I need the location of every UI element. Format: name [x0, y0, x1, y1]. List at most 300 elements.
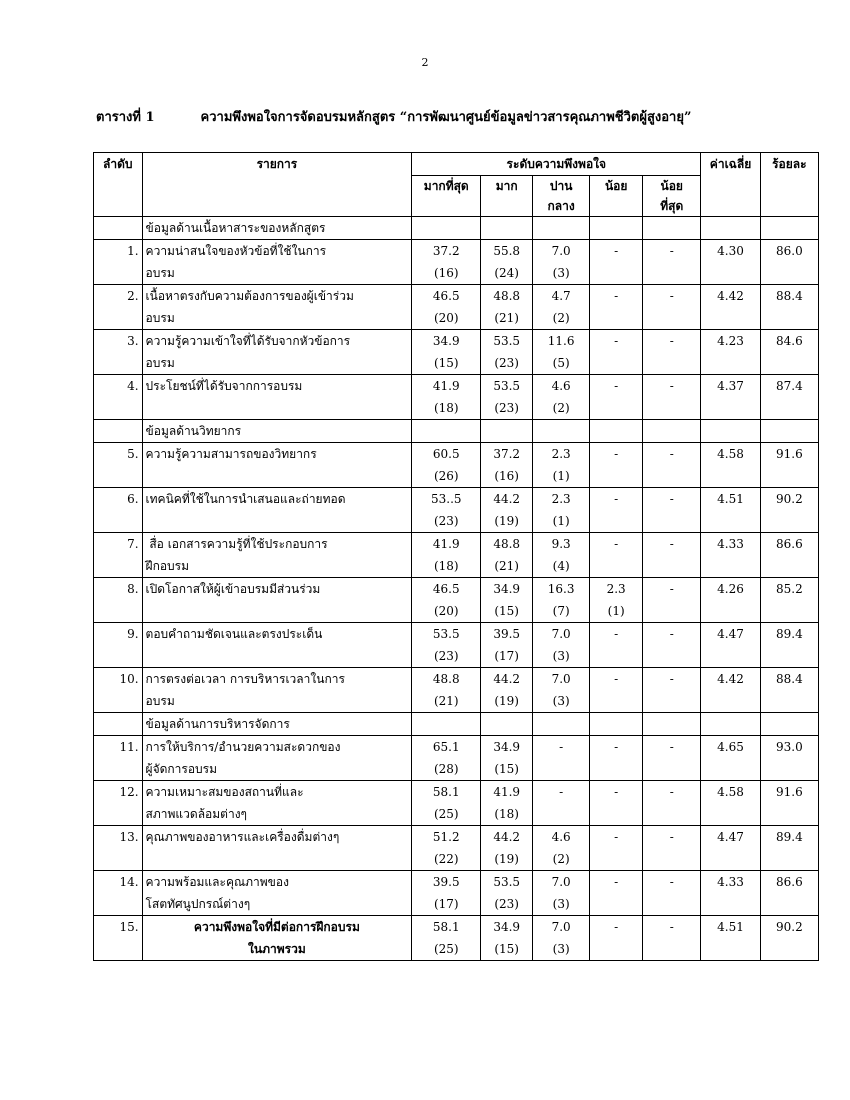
level-percent: 9.3 [551, 537, 571, 551]
level-count: (15) [494, 762, 519, 776]
section-no-cell [94, 217, 143, 240]
level-cell-4 [590, 781, 643, 826]
percent-cell: 84.6 [760, 330, 818, 375]
level-percent: 41.9 [432, 379, 460, 393]
level-cell-4 [590, 285, 643, 330]
level-percent: 44.2 [493, 830, 521, 844]
mean-cell: 4.47 [701, 623, 760, 668]
row-item-line: ความรู้ความสามารถของวิทยากร [145, 447, 317, 461]
mean-cell: 4.47 [701, 826, 760, 871]
mean-cell: 4.58 [701, 781, 760, 826]
level-count: (2) [552, 401, 570, 415]
level-count: (16) [433, 266, 459, 280]
row-item-line: ความเหมาะสมของสถานที่และ [145, 785, 304, 799]
level-cell-1 [412, 781, 481, 826]
level-cell-3 [533, 578, 590, 623]
level-cell-5 [643, 916, 701, 961]
level-percent: - [614, 379, 619, 393]
level-count: (28) [433, 762, 459, 776]
level-count: (23) [494, 897, 519, 911]
row-item-line: ความน่าสนใจของหัวข้อที่ใช้ในการ [145, 244, 327, 258]
row-item-line: ในภาพรวม [248, 942, 306, 956]
level-cell-4 [590, 443, 643, 488]
level-percent: 34.9 [432, 334, 460, 348]
row-item-line: สภาพแวดล้อมต่างๆ [145, 807, 248, 821]
level-percent: - [669, 537, 674, 551]
level-count: (19) [494, 852, 519, 866]
level-percent: - [669, 582, 674, 596]
section-empty-cell [412, 420, 481, 443]
level-percent: 58.1 [432, 920, 460, 934]
level-cell-5 [643, 240, 701, 285]
level-cell-1 [412, 533, 481, 578]
mean-cell: 4.23 [701, 330, 760, 375]
mean-cell: 4.33 [701, 533, 760, 578]
header-no: ลำดับ [94, 153, 143, 217]
section-empty-cell [701, 420, 760, 443]
table-row [94, 736, 819, 781]
table-row [94, 285, 819, 330]
level-cell-4 [590, 916, 643, 961]
section-empty-cell [533, 713, 590, 736]
section-empty-cell [481, 713, 533, 736]
level-percent: 60.5 [432, 447, 460, 461]
level-cell-3 [533, 375, 590, 420]
header-satisfaction-level: ระดับความพึงพอใจ [412, 153, 701, 176]
level-percent: 48.8 [493, 289, 521, 303]
level-percent: - [614, 244, 619, 258]
level-count: (21) [494, 311, 519, 325]
row-number: 6. [94, 488, 143, 533]
level-count: (26) [433, 469, 459, 483]
level-count: (17) [433, 897, 459, 911]
section-empty-cell [533, 217, 590, 240]
percent-cell: 88.4 [760, 285, 818, 330]
level-percent: 39.5 [432, 875, 460, 889]
level-percent: 41.9 [493, 785, 521, 799]
level-percent: - [614, 334, 619, 348]
level-percent: - [614, 289, 619, 303]
row-item-line: อบรม [145, 356, 175, 370]
row-number: 8. [94, 578, 143, 623]
table-row [94, 533, 819, 578]
table-row [94, 240, 819, 285]
section-no-cell [94, 713, 143, 736]
level-percent: 4.6 [551, 379, 571, 393]
row-number: 10. [94, 668, 143, 713]
row-item-line: คุณภาพของอาหารและเครื่องดื่มต่างๆ [145, 830, 340, 844]
row-item [142, 240, 412, 285]
level-cell-5 [643, 488, 701, 533]
table-row [94, 781, 819, 826]
mean-cell: 4.65 [701, 736, 760, 781]
percent-cell: 89.4 [760, 623, 818, 668]
table-row [94, 488, 819, 533]
level-percent: - [669, 830, 674, 844]
level-percent: 41.9 [432, 537, 460, 551]
level-percent: 11.6 [547, 334, 575, 348]
level-percent: 58.1 [432, 785, 460, 799]
row-number: 2. [94, 285, 143, 330]
level-percent: 7.0 [551, 875, 571, 889]
level-count: (25) [433, 942, 459, 956]
level-percent: 34.9 [493, 740, 521, 754]
level-percent: - [614, 447, 619, 461]
level-count: (21) [494, 559, 519, 573]
level-cell-3 [533, 285, 590, 330]
level-cell-5 [643, 781, 701, 826]
level-count: (15) [433, 356, 459, 370]
level-cell-2 [481, 826, 533, 871]
level-count: (2) [552, 852, 570, 866]
level-cell-4 [590, 240, 643, 285]
level-percent: 7.0 [551, 244, 571, 258]
level-cell-5 [643, 578, 701, 623]
level-cell-4 [590, 871, 643, 916]
percent-cell: 91.6 [760, 781, 818, 826]
row-item-line: อบรม [145, 694, 175, 708]
level-cell-1 [412, 826, 481, 871]
level-percent: 53.5 [432, 627, 460, 641]
level-cell-3 [533, 736, 590, 781]
level-count: (23) [433, 649, 459, 663]
level-cell-2 [481, 330, 533, 375]
mean-cell: 4.26 [701, 578, 760, 623]
level-percent: 44.2 [493, 492, 521, 506]
section-empty-cell [760, 713, 818, 736]
level-cell-1 [412, 578, 481, 623]
level-percent: 4.7 [551, 289, 571, 303]
level-percent: 53.5 [493, 379, 521, 393]
level-cell-5 [643, 533, 701, 578]
level-count: (15) [494, 942, 519, 956]
section-empty-cell [481, 420, 533, 443]
level-cell-2 [481, 781, 533, 826]
row-number: 15. [94, 916, 143, 961]
row-item-line: อบรม [145, 266, 175, 280]
level-cell-1 [412, 488, 481, 533]
percent-cell: 90.2 [760, 488, 818, 533]
level-percent: - [614, 672, 619, 686]
level-percent: - [614, 785, 619, 799]
row-item [142, 916, 412, 961]
level-cell-4 [590, 826, 643, 871]
level-percent: - [614, 875, 619, 889]
table-row [94, 623, 819, 668]
level-percent: 51.2 [432, 830, 460, 844]
section-heading: ข้อมูลด้านการบริหารจัดการ [142, 713, 412, 736]
level-percent: 7.0 [551, 627, 571, 641]
level-cell-3 [533, 330, 590, 375]
section-empty-cell [590, 713, 643, 736]
level-count: (18) [433, 559, 459, 573]
header-item: รายการ [142, 153, 412, 217]
mean-cell: 4.30 [701, 240, 760, 285]
mean-cell: 4.58 [701, 443, 760, 488]
level-percent: - [669, 627, 674, 641]
level-percent: 39.5 [493, 627, 521, 641]
header-level-3: ปาน กลาง [533, 176, 590, 217]
level-percent: - [614, 920, 619, 934]
mean-cell: 4.51 [701, 916, 760, 961]
level-percent: 34.9 [493, 920, 521, 934]
level-count: (1) [607, 604, 625, 618]
level-percent: 55.8 [493, 244, 521, 258]
level-cell-2 [481, 623, 533, 668]
level-cell-5 [643, 330, 701, 375]
level-percent: - [669, 672, 674, 686]
row-item-line: เนื้อหาตรงกับความต้องการของผู้เข้าร่วม [145, 289, 354, 303]
section-empty-cell [412, 217, 481, 240]
level-cell-4 [590, 736, 643, 781]
level-percent: 2.3 [551, 447, 571, 461]
level-count: (21) [433, 694, 459, 708]
level-cell-1 [412, 375, 481, 420]
level-cell-3 [533, 240, 590, 285]
level-cell-3 [533, 533, 590, 578]
level-count: (22) [433, 852, 459, 866]
header-level-1: มากที่สุด [412, 176, 481, 217]
row-item [142, 488, 412, 533]
table-row [94, 916, 819, 961]
level-cell-5 [643, 826, 701, 871]
row-item-line: การตรงต่อเวลา การบริหารเวลาในการ [145, 672, 345, 686]
level-count: (17) [494, 649, 519, 663]
level-percent: - [669, 447, 674, 461]
level-cell-2 [481, 375, 533, 420]
level-cell-1 [412, 871, 481, 916]
row-item [142, 578, 412, 623]
row-item-line: โสตทัศนูปกรณ์ต่างๆ [145, 897, 251, 911]
section-empty-cell [590, 420, 643, 443]
mean-cell: 4.33 [701, 871, 760, 916]
section-empty-cell [533, 420, 590, 443]
level-cell-3 [533, 781, 590, 826]
level-percent: - [669, 289, 674, 303]
level-cell-1 [412, 668, 481, 713]
level-cell-1 [412, 623, 481, 668]
level-percent: - [669, 492, 674, 506]
level-count: (4) [552, 559, 570, 573]
level-cell-5 [643, 736, 701, 781]
level-count: (7) [552, 604, 570, 618]
section-row [94, 420, 819, 443]
level-count: (3) [552, 897, 570, 911]
section-empty-cell [412, 713, 481, 736]
table-caption-label: ตารางที่ 1 [96, 110, 155, 125]
section-row [94, 713, 819, 736]
mean-cell: 4.42 [701, 668, 760, 713]
level-percent: 46.5 [432, 582, 460, 596]
level-percent: 44.2 [493, 672, 521, 686]
section-heading: ข้อมูลด้านเนื้อหาสาระของหลักสูตร [142, 217, 412, 240]
level-percent: - [669, 875, 674, 889]
level-count: (5) [552, 356, 570, 370]
table-row [94, 871, 819, 916]
row-item-line: อบรม [145, 311, 175, 325]
mean-cell: 4.42 [701, 285, 760, 330]
level-cell-2 [481, 533, 533, 578]
row-item-line: ตอบคำถามชัดเจนและตรงประเด็น [145, 627, 323, 641]
level-percent: - [669, 920, 674, 934]
level-percent: - [614, 627, 619, 641]
level-cell-2 [481, 285, 533, 330]
level-count: (25) [433, 807, 459, 821]
percent-cell: 89.4 [760, 826, 818, 871]
level-cell-3 [533, 623, 590, 668]
level-count: (18) [494, 807, 519, 821]
level-percent: - [559, 740, 564, 754]
level-count: (3) [552, 649, 570, 663]
row-item [142, 623, 412, 668]
level-percent: 4.6 [551, 830, 571, 844]
percent-cell: 90.2 [760, 916, 818, 961]
header-level-2: มาก [481, 176, 533, 217]
row-number: 11. [94, 736, 143, 781]
level-count: (3) [552, 266, 570, 280]
row-item [142, 330, 412, 375]
level-cell-2 [481, 736, 533, 781]
row-number: 4. [94, 375, 143, 420]
section-empty-cell [701, 713, 760, 736]
level-cell-3 [533, 443, 590, 488]
row-number: 1. [94, 240, 143, 285]
row-item [142, 285, 412, 330]
section-empty-cell [643, 713, 701, 736]
level-cell-4 [590, 375, 643, 420]
table-body [94, 217, 819, 961]
level-count: (19) [494, 694, 519, 708]
table-header [94, 153, 819, 217]
level-cell-3 [533, 488, 590, 533]
level-cell-1 [412, 330, 481, 375]
level-count: (18) [433, 401, 459, 415]
level-percent: 48.8 [493, 537, 521, 551]
level-count: (15) [494, 604, 519, 618]
row-item [142, 375, 412, 420]
level-percent: 2.3 [606, 582, 626, 596]
mean-cell: 4.37 [701, 375, 760, 420]
level-cell-2 [481, 443, 533, 488]
row-number: 12. [94, 781, 143, 826]
level-cell-3 [533, 826, 590, 871]
row-item [142, 781, 412, 826]
header-mean: ค่าเฉลี่ย [701, 153, 760, 217]
section-empty-cell [643, 420, 701, 443]
row-item-line: สื่อ เอกสารความรู้ที่ใช้ประกอบการ [145, 537, 328, 551]
level-cell-2 [481, 488, 533, 533]
level-cell-5 [643, 285, 701, 330]
row-item [142, 443, 412, 488]
row-number: 3. [94, 330, 143, 375]
level-percent: 37.2 [493, 447, 521, 461]
level-percent: 53.5 [493, 875, 521, 889]
level-percent: - [614, 830, 619, 844]
level-cell-3 [533, 871, 590, 916]
table-caption [96, 106, 796, 127]
percent-cell: 86.6 [760, 871, 818, 916]
level-count: (20) [433, 311, 459, 325]
table-row [94, 443, 819, 488]
level-cell-1 [412, 443, 481, 488]
row-item-line: เทคนิคที่ใช้ในการนำเสนอและถ่ายทอด [145, 492, 346, 506]
header-level-5: น้อย ที่สุด [643, 176, 701, 217]
level-cell-4 [590, 533, 643, 578]
level-percent: - [669, 740, 674, 754]
satisfaction-table [93, 152, 819, 961]
row-item [142, 668, 412, 713]
section-empty-cell [481, 217, 533, 240]
row-item [142, 826, 412, 871]
level-percent: - [614, 740, 619, 754]
row-number: 5. [94, 443, 143, 488]
row-item-line: ประโยชน์ที่ได้รับจากการอบรม [145, 379, 303, 393]
section-row [94, 217, 819, 240]
row-item-line: ความพร้อมและคุณภาพของ [145, 875, 289, 889]
level-count: (23) [494, 356, 519, 370]
percent-cell: 88.4 [760, 668, 818, 713]
section-empty-cell [590, 217, 643, 240]
level-cell-3 [533, 668, 590, 713]
row-item-line: เปิดโอกาสให้ผู้เข้าอบรมมีส่วนร่วม [145, 582, 321, 596]
level-percent: - [614, 492, 619, 506]
row-item [142, 736, 412, 781]
level-cell-2 [481, 916, 533, 961]
section-empty-cell [701, 217, 760, 240]
level-count: (1) [552, 514, 570, 528]
level-cell-5 [643, 375, 701, 420]
level-count: (1) [552, 469, 570, 483]
row-item-line: การให้บริการ/อำนวยความสะดวกของ [145, 740, 341, 754]
level-cell-5 [643, 623, 701, 668]
level-percent: 53..5 [430, 492, 462, 506]
row-number: 7. [94, 533, 143, 578]
level-count: (24) [494, 266, 519, 280]
percent-cell: 86.6 [760, 533, 818, 578]
table-caption-title: ความพึงพอใจการจัดอบรมหลักสูตร “การพัฒนาศูนย์ข้อมูลข่าวสารคุณภาพชีวิตผู้สูงอายุ” [200, 110, 692, 125]
header-percent: ร้อยละ [760, 153, 818, 217]
row-number: 13. [94, 826, 143, 871]
level-count: (20) [433, 604, 459, 618]
section-no-cell [94, 420, 143, 443]
level-percent: 34.9 [493, 582, 521, 596]
percent-cell: 93.0 [760, 736, 818, 781]
table-row [94, 375, 819, 420]
level-cell-2 [481, 240, 533, 285]
level-cell-5 [643, 871, 701, 916]
level-count: (2) [552, 311, 570, 325]
level-percent: 53.5 [493, 334, 521, 348]
header-level-4: น้อย [590, 176, 643, 217]
level-percent: 46.5 [432, 289, 460, 303]
level-count: (16) [494, 469, 519, 483]
mean-cell: 4.51 [701, 488, 760, 533]
level-percent: - [669, 379, 674, 393]
row-item-line: ความพึงพอใจที่มีต่อการฝึกอบรม [193, 920, 360, 934]
level-count: (3) [552, 694, 570, 708]
level-percent: 16.3 [547, 582, 575, 596]
section-empty-cell [643, 217, 701, 240]
level-cell-4 [590, 578, 643, 623]
page-number: 2 [421, 56, 429, 69]
level-cell-5 [643, 443, 701, 488]
level-percent: 37.2 [432, 244, 460, 258]
level-cell-4 [590, 488, 643, 533]
row-number: 9. [94, 623, 143, 668]
section-empty-cell [760, 217, 818, 240]
level-percent: 7.0 [551, 672, 571, 686]
level-percent: 7.0 [551, 920, 571, 934]
